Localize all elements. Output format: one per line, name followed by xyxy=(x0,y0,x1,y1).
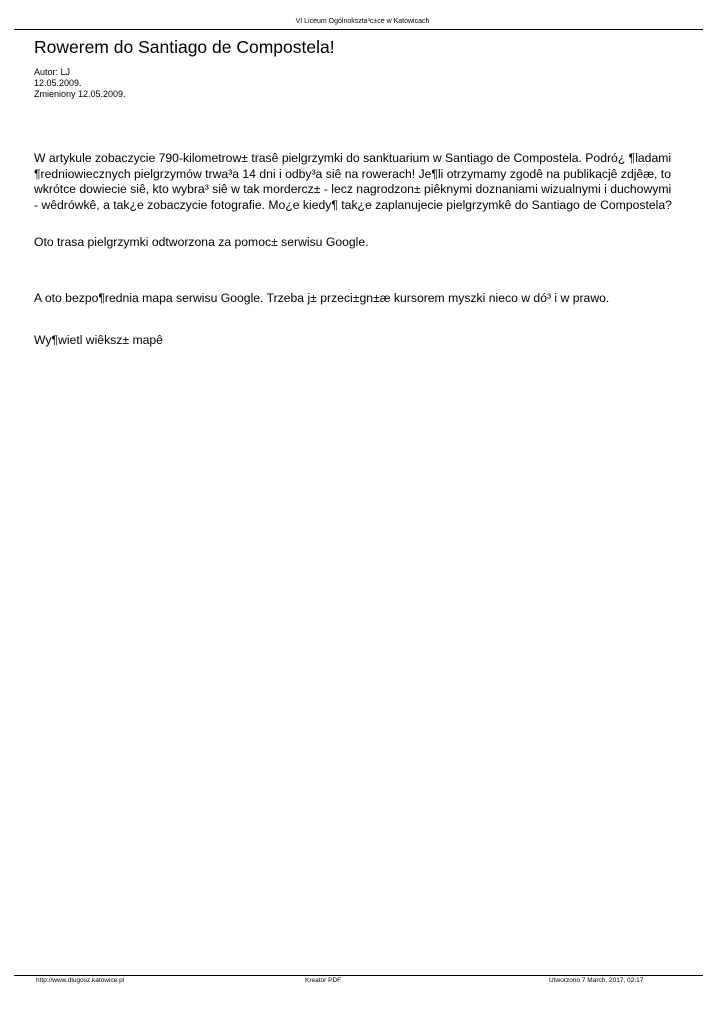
map-paragraph xyxy=(34,291,684,307)
route-paragraph xyxy=(34,235,684,251)
footer-divider xyxy=(14,975,703,976)
article-author: Autor: LJ xyxy=(34,67,71,77)
article-title: Rowerem do Santiago de Compostela! xyxy=(34,37,335,57)
footer-created-date: Utworzono 7 March, 2017, 02:17 xyxy=(549,977,644,984)
article-date: 12.05.2009. xyxy=(34,78,82,88)
paragraph-line: A oto bezpo¶rednia mapa serwisu Google. Trzeba j± przeci±gn±æ kursorem myszki nieco w dó³ i w prawo. xyxy=(34,291,610,305)
map-link-text[interactable]: Wy¶wietl wiêksz± mapê xyxy=(34,333,163,347)
paragraph-line: ¶redniowiecznych pielgrzymów trwa³a 14 dni i odby³a siê na rowerach! Je¶li otrzymamy zgodê na publikacjê zdjêæ, to xyxy=(34,166,671,181)
paragraph-line: W artykule zobaczycie 790-kilometrow± trasê pielgrzymki do sanktuarium w Santiago de Compostela. Podró¿ ¶ladami xyxy=(34,151,672,165)
footer-url[interactable]: http://www.dlugosz.katowice.pl xyxy=(36,977,125,984)
footer-creator: Kreator PDF xyxy=(305,977,342,984)
view-larger-map-link[interactable] xyxy=(34,333,684,349)
article-modified-date: Zmieniony 12.05.2009. xyxy=(34,89,126,99)
header-divider xyxy=(14,29,703,30)
article-intro-paragraph xyxy=(34,151,684,213)
paragraph-line: wkrótce dowiecie siê, kto wybra³ siê w tak mordercz± - lecz nagrodzon± piêknymi doznaniami wizualnymi i duchowymi xyxy=(34,182,672,196)
paragraph-line: Oto trasa pielgrzymki odtworzona za pomoc± serwisu Google. xyxy=(34,235,369,249)
page-header-school: VI Liceum Ogólnokszta³c±ce w Katowicach xyxy=(295,18,430,25)
paragraph-line: - wêdrówkê, a tak¿e zobaczycie fotografie. Mo¿e kiedy¶ tak¿e zaplanujecie pielgrzymkê do Santiago de Compostela? xyxy=(34,197,672,212)
